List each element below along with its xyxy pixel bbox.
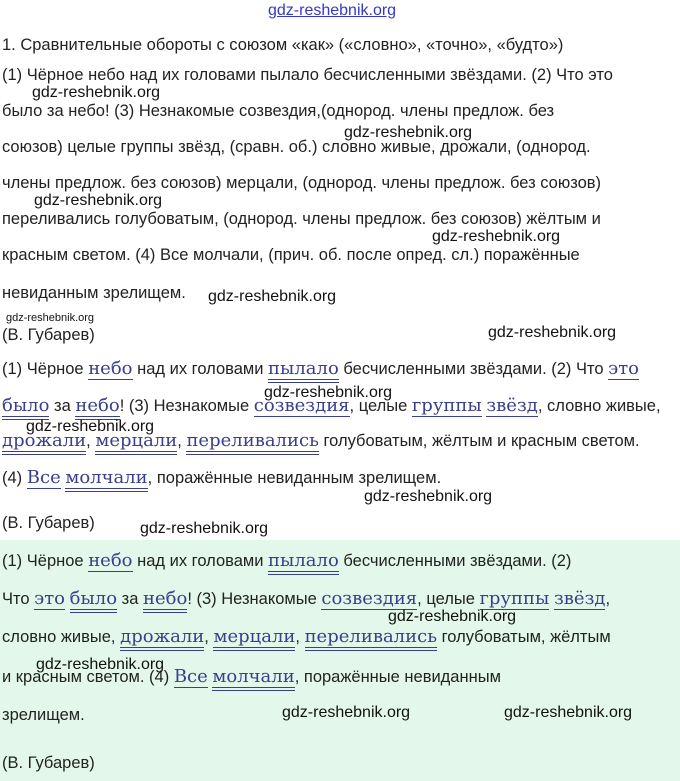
word: над их головами [137,360,264,378]
word: ! (3) Незнакомые [119,397,250,415]
word: , поражённые невиданным [294,668,501,686]
word: (4) [2,469,23,487]
word: над их головами [137,552,264,570]
text-line: невиданным зрелищем. [2,284,186,302]
word: и красным светом. (4) [2,668,170,686]
word: Что [2,590,30,608]
predicate: переливались [305,626,437,651]
predicate: было [70,588,117,613]
predicate: пылало [268,550,339,575]
annotated-line: зрелищем. [2,706,85,724]
watermark: gdz-reshebnik.org [34,192,163,209]
watermark: gdz-reshebnik.org [488,324,617,341]
subject: звёзд [486,395,538,416]
watermark: gdz-reshebnik.org [388,608,517,625]
predicate: небо [143,588,187,613]
watermark: gdz-reshebnik.org [504,704,633,721]
subject: Все [26,467,61,488]
watermark: gdz-reshebnik.org [32,84,161,101]
word: голубоватым, жёлтым и красным светом. [323,432,640,450]
word: , поражённые невиданным зрелищем. [147,469,442,487]
predicate: переливались [186,430,318,455]
word: за [54,397,71,415]
annotated-line [2,467,441,488]
word: (1) [2,552,23,570]
annotated-line: Что это было за небо! (3) Незнакомые созвездия, целые группы звёзд, [2,588,610,609]
subject: небо [88,358,133,379]
predicate: было [2,395,49,420]
predicate: молчали [212,666,294,691]
heading: 1. Сравнительные обороты с союзом «как» («словно», «точно», «будто») [2,36,564,54]
subject: группы [479,588,550,609]
predicate: молчали [65,467,147,492]
annotated-line: дрожали, мерцали, переливались голубоватым, жёлтым и красным светом. [2,430,640,451]
annotated-line [2,358,639,379]
word: бесчисленными звёздами. (2) Что [343,360,604,378]
predicate: небо [75,395,119,420]
watermark: gdz-reshebnik.org [364,488,493,505]
author: (В. Губарев) [2,754,95,772]
annotated-line: словно живые, дрожали, мерцали, переливались голубоватым, жёлтым [2,626,611,647]
word: голубоватым, жёлтым [441,628,611,646]
subject: звёзд [553,588,606,609]
watermark: gdz-reshebnik.org [26,418,155,435]
subject: небо [88,550,133,571]
word: ! (3) Незнакомые [187,590,317,608]
annotated-line [2,550,571,571]
word: , целые [417,590,475,608]
predicate: мерцали [213,626,295,651]
watermark: gdz-reshebnik.org [208,288,337,305]
word: словно живые, [2,628,116,646]
predicate: дрожали [2,430,86,455]
predicate: мерцали [95,430,177,455]
watermark: gdz-reshebnik.org [282,704,411,721]
author: (В. Губарев) [2,326,95,344]
watermark: gdz-reshebnik.org [36,656,165,673]
word: Чёрное [26,552,84,570]
watermark: gdz-reshebnik.org [264,384,393,401]
predicate: пылало [268,358,339,383]
text-line: красным светом. (4) Все молчали, (прич. об. после опред. сл.) поражённые [2,246,580,264]
word: (1) [2,360,23,378]
word: , целые [349,397,408,415]
text-line: союзов) целые группы звёзд, (сравн. об.) словно живые, дрожали, (однород. [2,138,591,156]
author: (В. Губарев) [2,514,95,532]
watermark-small: gdz-reshebnik.org [6,312,95,324]
word: за [121,590,139,608]
watermark: gdz-reshebnik.org [432,228,561,245]
word: Чёрное [26,360,84,378]
watermark-top: gdz-reshebnik.org [268,2,397,19]
text-line: переливались голубоватым, (однород. члены предлож. без союзов) жёлтым и [2,210,601,228]
subject: созвездия [253,395,350,416]
subject: созвездия [321,588,418,609]
subject: это [608,358,640,379]
text-line: было за небо! (3) Незнакомые созвездия,(однород. члены предлож. без [2,102,555,120]
subject: группы [411,395,482,416]
subject: это [34,588,66,609]
watermark: gdz-reshebnik.org [344,124,473,141]
text-line: члены предлож. без союзов) мерцали, (однород. члены предлож. без союзов) [2,174,602,192]
word: , словно живые, [537,397,661,415]
text-line: (1) Чёрное небо над их головами пылало бесчисленными звёздами. (2) Что это [2,66,613,84]
watermark: gdz-reshebnik.org [140,520,269,537]
word: бесчисленными звёздами. (2) [343,552,572,570]
predicate: дрожали [120,626,204,651]
subject: Все [173,666,208,687]
